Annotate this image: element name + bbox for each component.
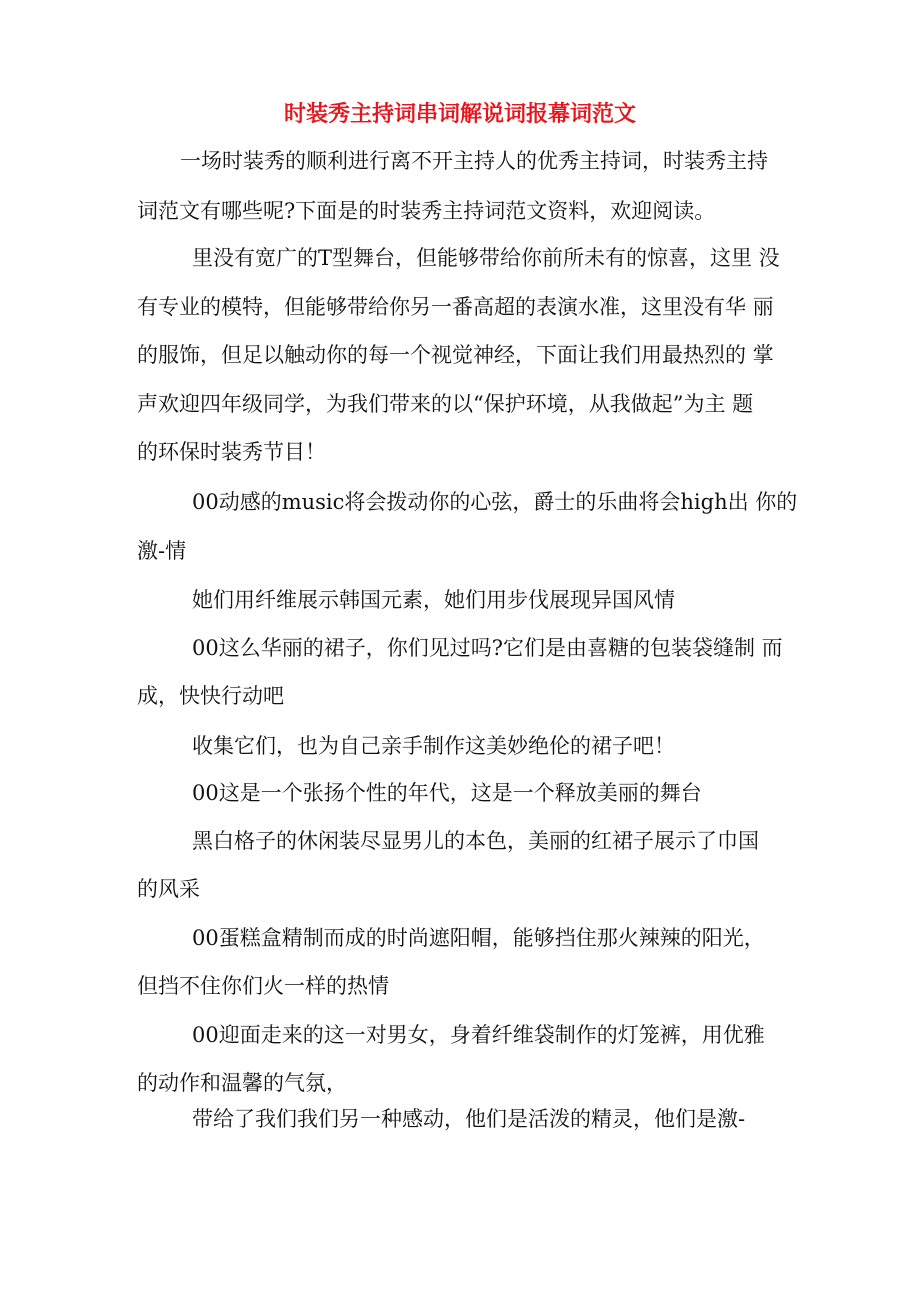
document-title: 时装秀主持词串词解说词报幕词范文 [283,102,636,127]
paragraph-line: 的动作和温馨的气氛， [137,1071,347,1095]
paragraph-line: 00这么华丽的裙子，你们见过吗?它们是由喜糖的包装袋缝制 而 [192,636,783,660]
paragraph-line: 的环保时装秀节目！ [137,440,326,464]
paragraph-line: 词范文有哪些呢?下面是的时装秀主持词范文资料，欢迎阅读。 [137,199,716,223]
paragraph-line: 但挡不住你们火一样的热情 [137,974,389,998]
paragraph-line: 的服饰，但足以触动你的每一个视觉神经，下面让我们用最热烈的 掌 [137,343,774,367]
paragraph-line: 她们用纤维展示韩国元素，她们用步伐展现异国风情 [192,588,675,612]
paragraph-line: 00动感的music将会拨动你的心弦，爵士的乐曲将会high出 你的 [192,490,798,514]
paragraph-line: 黑白格子的休闲装尽显男儿的本色，美丽的红裙子展示了巾国 [192,829,759,853]
paragraph-line: 里没有宽广的T型舞台，但能够带给你前所未有的惊喜，这里 没 [192,246,780,270]
paragraph-line: 00迎面走来的这一对男女，身着纤维袋制作的灯笼裤，用优雅 [192,1023,765,1047]
paragraph-line: 带给了我们我们另一种感动，他们是活泼的精灵，他们是激- [192,1107,746,1131]
paragraph-line: 激-情 [137,539,187,563]
paragraph-line: 有专业的模特，但能够带给你另一番高超的表演水准，这里没有华 丽 [137,295,774,319]
paragraph-line: 一场时装秀的顺利进行离不开主持人的优秀主持词，时装秀主持 [180,149,768,173]
paragraph-line: 00这是一个张扬个性的年代，这是一个释放美丽的舞台 [192,781,702,805]
paragraph-line: 收集它们，也为自己亲手制作这美妙绝伦的裙子吧！ [192,734,675,758]
paragraph-line: 00蛋糕盒精制而成的时尚遮阳帽，能够挡住那火辣辣的阳光， [192,926,765,950]
paragraph-line: 声欢迎四年级同学，为我们带来的以“保护环境，从我做起”为主 题 [137,392,754,416]
paragraph-line: 的风采 [137,877,200,901]
paragraph-line: 成，快快行动吧 [137,684,284,708]
